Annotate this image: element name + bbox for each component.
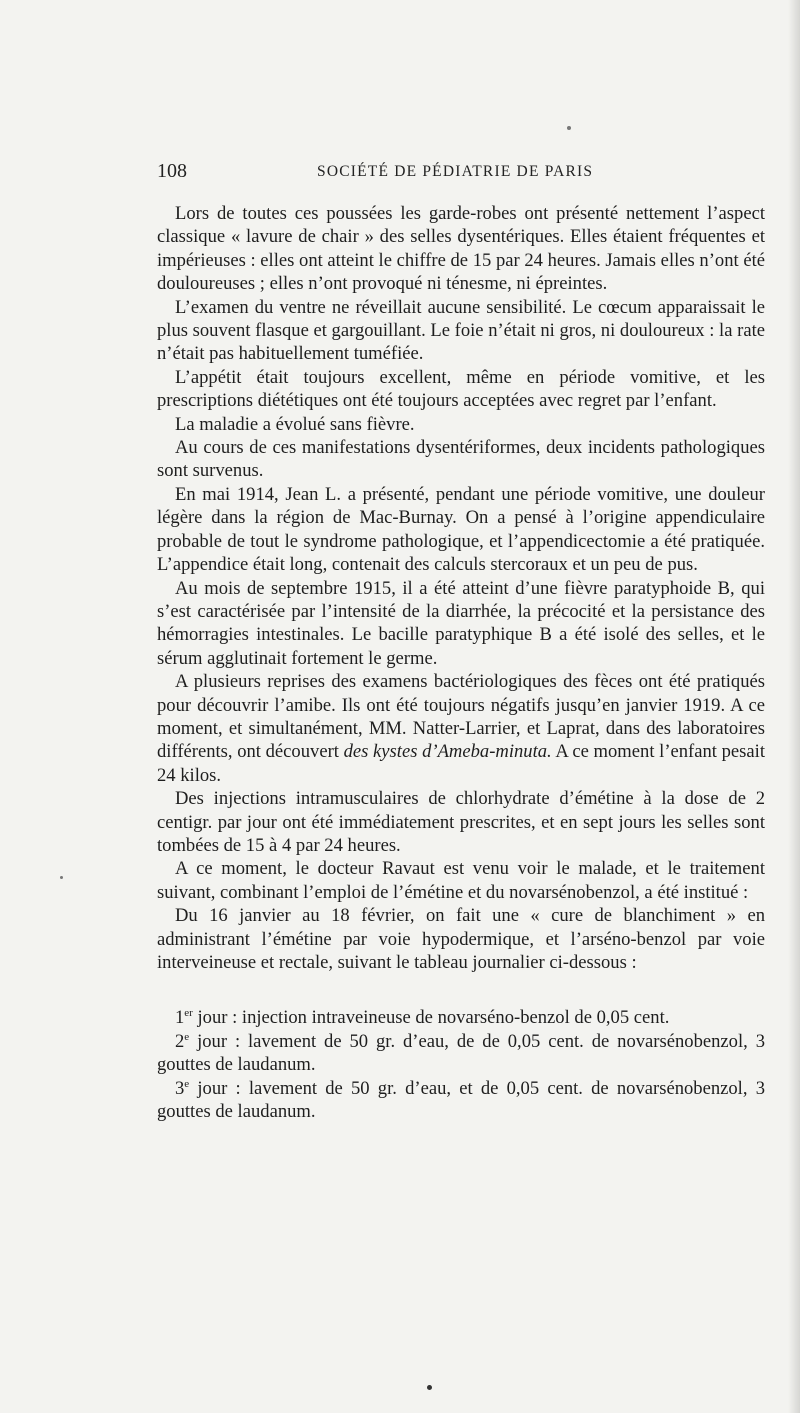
scan-speck bbox=[567, 126, 571, 130]
paragraph: Au mois de septembre 1915, il a été atteint d’une fièvre paratyphoide B, qui s’est caractérisée par l’intensité de la diarrhée, la précocité et la persistance des hémorragies intestinales. Le bacille paratyphique B a été isolé des selles, et le sérum agglutinait fortement le germe. bbox=[157, 577, 765, 669]
paragraph: Du 16 janvier au 18 février, on fait une « cure de blanchiment » en administrant l’émétine par voie hypodermique, et l’arséno-benzol par voie interveineuse et rectale, suivant le tableau journalier ci-dessous : bbox=[157, 905, 765, 973]
day-text: jour : injection intraveineuse de novarséno-benzol de 0,05 cent. bbox=[192, 1007, 670, 1029]
page-number: 108 bbox=[157, 160, 187, 182]
paragraph: La maladie a évolué sans fièvre. bbox=[175, 413, 415, 435]
day-ordinal: e bbox=[184, 1077, 190, 1090]
paragraph: A ce moment, le docteur Ravaut est venu voir le malade, et le traitement suivant, combinant l’emploi de l’émétine et du novarsénobenzol, a été institué : bbox=[157, 858, 765, 903]
page-edge-shadow bbox=[788, 0, 800, 1413]
day-ordinal: er bbox=[184, 1007, 193, 1020]
section-spacer bbox=[157, 974, 765, 1006]
day-number: 3 bbox=[175, 1077, 185, 1099]
day-entry bbox=[157, 1006, 765, 1029]
page-header bbox=[157, 160, 760, 186]
day-ordinal: e bbox=[184, 1030, 190, 1043]
running-head: SOCIÉTÉ DE PÉDIATRIE DE PARIS bbox=[317, 163, 594, 180]
paragraph-amibe-italic: des kystes d’Ameba-minuta. bbox=[343, 741, 552, 763]
paragraph: Lors de toutes ces poussées les garde-robes ont présenté nettement l’aspect classique « lavure de chair » des selles dysentériques. Elles étaient fréquentes et impérieuses : elles ont atteint le chiffre de 15 par 24 heures. Jamais elles n’ont été douloureuses ; elles n’ont provoqué ni ténesme, ni épreintes. bbox=[157, 203, 765, 295]
paragraph: L’appétit était toujours excellent, même en période vomitive, et les prescriptions diététiques ont été toujours acceptées avec regret par l’enfant. bbox=[157, 366, 765, 412]
scan-speck bbox=[60, 876, 63, 879]
day-text: jour : lavement de 50 gr. d’eau, et de 0,05 cent. de novarsénobenzol, 3 gouttes de laudanum. bbox=[157, 1077, 765, 1123]
paragraph: Au cours de ces manifestations dysentériformes, deux incidents pathologiques sont survenus. bbox=[157, 437, 765, 482]
paragraph: En mai 1914, Jean L. a présenté, pendant une période vomitive, une douleur légère dans la région de Mac-Burnay. On a pensé à l’origine appendiculaire probable de tout le syndrome pathologique, et l’appendicectomie a été pratiquée. L’appendice était long, contenait des calculs stercoraux et un peu de pus. bbox=[157, 483, 765, 576]
day-number: 1 bbox=[175, 1007, 185, 1029]
day-text: jour : lavement de 50 gr. d’eau, de de 0,05 cent. de novarsénobenzol, 3 gouttes de laudanum. bbox=[157, 1030, 765, 1076]
day-entry bbox=[157, 1077, 765, 1124]
paragraph-amibe-text: A plusieurs reprises des examens bactériologiques des fèces ont été pratiqués pour découvrir l’amibe. Ils ont été toujours négatifs jusqu’en janvier 1919. A ce moment, et simultanément, MM. Natter-Larrier, et Laprat, dans des laboratoires différents, ont découvert bbox=[157, 671, 765, 763]
paragraph: Des injections intramusculaires de chlorhydrate d’émétine à la dose de 2 centigr. par jour ont été immédiatement prescrites, et en sept jours les selles sont tombées de 15 à 4 par 24 heures. bbox=[157, 788, 765, 856]
body-text bbox=[157, 202, 765, 1123]
paragraph-amibe bbox=[157, 670, 765, 787]
day-number: 2 bbox=[175, 1030, 185, 1052]
day-entry bbox=[157, 1030, 765, 1077]
scan-speck bbox=[427, 1385, 432, 1390]
paragraph-amibe-tail: A ce moment l’enfant pesait 24 kilos. bbox=[157, 741, 765, 786]
paragraph: L’examen du ventre ne réveillait aucune sensibilité. Le cœcum apparaissait le plus souvent flasque et gargouillant. Le foie n’était ni gros, ni douloureux : la rate n’était pas habituellement tuméfiée. bbox=[157, 296, 765, 365]
